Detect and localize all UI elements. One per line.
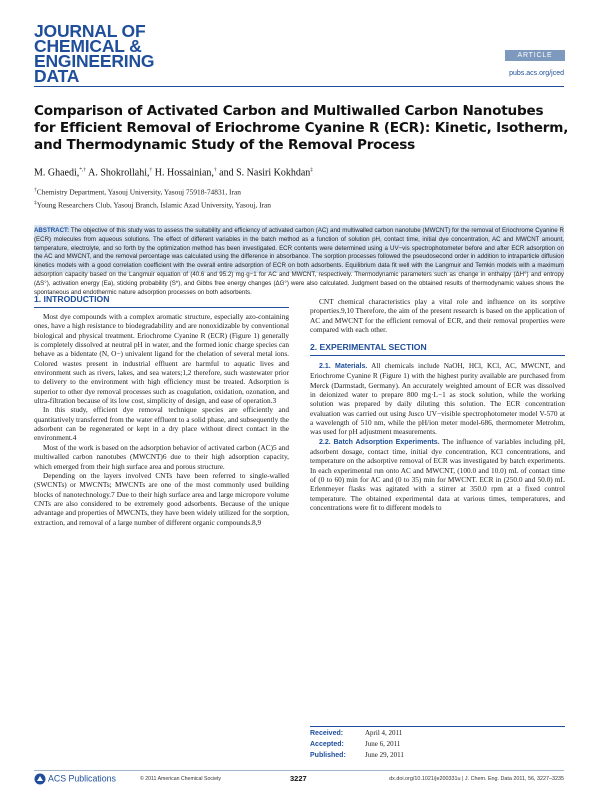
right-column-intro-continuation (310, 297, 565, 334)
journal-logo-line: ENGINEERING (34, 51, 155, 71)
section-divider (34, 307, 289, 308)
paragraph: All chemicals include NaOH, HCl, KCl, AC, MWCNT, and Eriochrome Cyanine R (Figure 1) with the highest purity available are purchased from Merck (Darmstadt, Germany). An accurately weighted amount of ECR was dissolved in deionized water to prepare 800 mg·L−1 as stock solution, while the working solution was prepared by daily diluting this solution. The ECR concentration evaluation was carried out using Jusco UV−visible spectrophotometer model V-570 at a wavelength of 510 nm, while the pH/ion meter model-686, thermometer Metrohm, was used for pH adjustment measurements. (310, 361, 565, 437)
abstract-text: The objective of this study was to assess the suitability and efficiency of activated carbon (AC) and multiwalled carbon nanotube (MWCNT) for the removal of Eriochrome Cyanine R (ECR) molecules from aqueous solutions. The effect of different variables in the batch method as a function of solution pH, contact time, initial dye concentration, AC and MWCNT amount, temperature, electrolyte, and so forth by the optimization method has been investigated. ECR contents were determined using a UV−vis spectrophotometer before and after ECR adsorption on the AC and MWCNT, and the removal percentage was calculated using the difference in absorbance. The sorption processes followed the pseudosecond order in addition to intraparticle diffusion kinetics models with a good correlation coefficient with the overall entire adsorption of ECR on both adsorbents. Equilibrium data fit well with the Langmuir and Temkin models with a maximum adsorption capacity based on the Langmuir equation of (40.6 and 95.2) mg·g−1 for AC and MWCNT, respectively. Thermodynamic parameters such as change in enthalpy (ΔH°) and entropy (ΔS°), activation energy (Ea), sticking probability (S*), and Gibbs free energy changes (ΔG°) were also calculated. Judgment based on the obtained results of thermodynamic values shows the spontaneous and endothermic nature adsorption processes on both adsorbents. (34, 227, 564, 296)
header-divider (34, 86, 564, 87)
date-label: Published: (310, 752, 346, 759)
journal-logo (34, 21, 214, 86)
affiliation-text: Chemistry Department, Yasouj University, Yasouj 75918-74831, Iran (36, 187, 241, 197)
published-date: June 29, 2011 (365, 751, 404, 759)
author-name[interactable]: H. Hossainian, (154, 167, 214, 179)
abstract (34, 227, 564, 297)
date-label: Received: (310, 730, 344, 737)
author-list (34, 167, 564, 178)
paragraph: Most dye compounds with a complex aromatic structure, especially azo-containing ones, have a high resistance to biodegradability and are nonoxidizable by conventional biological and physical treatment. Eriochrome Cyanine R (ECR) (Figure 1) generally is completely dissolved at neutral pH in water, and the formed ionic charge species can behave as a bidentate (N, O−) univalent ligand for the chelation of several metal ions. Colored wastes present in industrial effluent are harmful to aquatic lives and environment such as rivers, lakes, and sea waters;1,2 therefore, such wastewater prior to delivery to the environment with high efficiency must be treated. Adsorption is superior to other dye removal processes such as coagulation, oxidation, ozonation, and ultra-filtration because of its low cost, simplicity of design, and ease of operation.3 (34, 312, 289, 406)
author-mark: ‡ (310, 167, 314, 173)
journal-logo-line: JOURNAL OF (34, 21, 146, 41)
journal-logo-line: CHEMICAL & (34, 36, 142, 56)
right-column (310, 361, 565, 513)
doi-citation[interactable]: dx.doi.org/10.1021/je200331u | J. Chem. Eng. Data 2011, 56, 3227–3235 (389, 776, 564, 782)
paragraph: Most of the work is based on the adsorption behavior of activated carbon (AC)5 and multiwalled carbon nanotubes (MWCNT)6 due to their high adsorption capacity, which emerged from their high surface area and porous structure. (34, 442, 290, 471)
acs-logo-icon (34, 773, 46, 785)
affiliation (34, 200, 564, 209)
journal-url-link[interactable]: pubs.acs.org/jced (509, 70, 564, 77)
section-heading-introduction: 1. INTRODUCTION (34, 294, 110, 304)
subsection-heading: 2.2. Batch Adsorption Experiments. (319, 438, 440, 446)
accepted-date: June 6, 2011 (365, 740, 401, 748)
copyright-text: © 2011 American Chemical Society (140, 776, 221, 782)
page-number: 3227 (290, 774, 307, 783)
dates-divider (310, 726, 565, 727)
affiliation-mark: ‡ (34, 200, 37, 206)
publisher-name: ACS Publications (47, 773, 116, 784)
subsection-heading: 2.1. Materials. (319, 363, 368, 370)
footer-divider (34, 770, 564, 771)
affiliation (34, 187, 564, 196)
section-divider (310, 355, 565, 356)
paragraph: In this study, efficient dye removal technique species are efficiently and quantitatively transferred from the water effluent to a solid phase, and subsequently the adsorbent can be regenerated or kept in a dry place without direct contact in the environment.4 (34, 405, 289, 443)
author-mark: † (213, 167, 217, 173)
author-mark: † (149, 167, 153, 173)
article-title: Comparison of Activated Carbon and Multiwalled Carbon Nanotubes for Efficient Removal of Eriochrome Cyanine R (ECR): Kinetic, Isotherm, and Thermodynamic Study of the Removal Process (34, 103, 569, 153)
acs-publications-logo[interactable] (34, 773, 144, 785)
affiliation-text: Young Researchers Club, Yasouj Branch, Islamic Azad University, Yasouj, Iran (36, 200, 271, 210)
date-label: Accepted: (310, 741, 344, 748)
section-heading-experimental: 2. EXPERIMENTAL SECTION (310, 342, 427, 352)
article-type-badge: ARTICLE (505, 50, 565, 61)
abstract-label: ABSTRACT: (34, 227, 70, 234)
journal-logo-line: DATA (34, 66, 80, 86)
author-mark: *,† (79, 167, 87, 173)
affiliation-mark: † (34, 187, 37, 193)
paragraph: CNT chemical characteristics play a vital role and influence on its sorptive properties.9,10 Therefore, the aim of the present research is based on the application of AC and MWCNT for the efficient removal of ECR, and their removal properties were compared with each other. (310, 297, 565, 335)
paragraph: The influence of variables including pH, adsorbent dosage, contact time, initial dye concentration, KCl concentrations, and temperature on the adsorptive removal of ECR was investigated by batch experiments. In each experimental run onto AC and MWCNT, (100.0 and 10.0) mL of contact time of (0 to 60) min for AC and (0 to 35) min for MWCNT. ECR in (250.0 and 50.0) mL Erlenmeyer flasks was agitated with a stirrer at 350.0 rpm at a fixed control temperature. The obtained experimental data at various times, temperatures, and concentrations were fit to different models to (310, 436, 565, 513)
author-name[interactable]: and S. Nasiri Kokhdan (219, 167, 311, 179)
author-name[interactable]: A. Shokrollahi, (88, 167, 150, 179)
paragraph: Depending on the layers involved CNTs have been referred to single-walled (SWCNTs) or MWCNTs; MWCNTs are one of the most commonly used building blocks of nanotechnology.7 Due to their high surface area and large micropore volume CNTs are also considered to be extremely good adsorbents. Because of the unique advantage and properties of MWCNTs, they have been widely utilized for the sorption, extraction, and removal of a large number of different organic compounds.8,9 (34, 470, 289, 527)
author-name[interactable]: M. Ghaedi, (34, 167, 80, 179)
received-date: April 4, 2011 (365, 729, 403, 737)
publication-dates (310, 728, 565, 761)
left-column (34, 312, 289, 527)
